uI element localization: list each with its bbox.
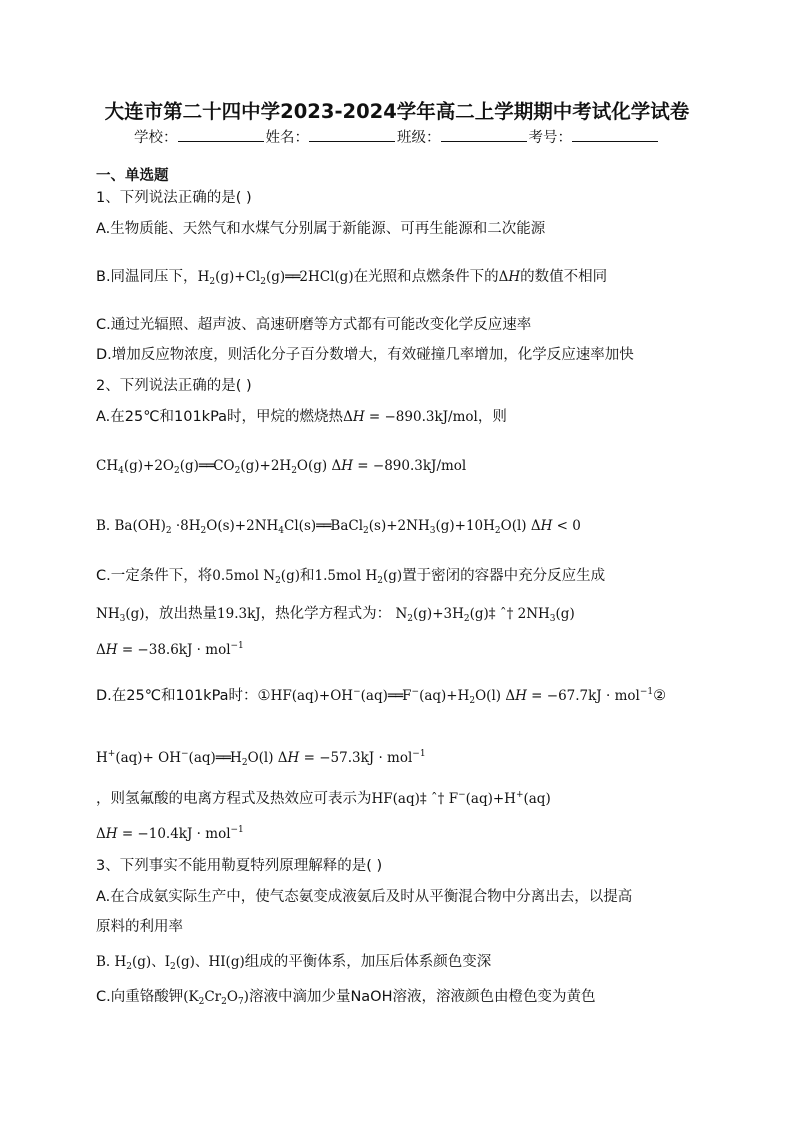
q2-option-c-delta-h: ΔH = −38.6kJ · mol$^{-1}$ <box>96 641 244 658</box>
q1-option-c: C.通过光辐照、超声波、高速研磨等方式都有可能改变化学反应速率 <box>96 317 532 333</box>
q2-option-d-ionization-equation: HF(aq)‡ ˆ† F−(aq)+H+(aq) <box>371 790 551 807</box>
q1-option-a: A.生物质能、天然气和水煤气分别属于新能源、可再生能源和二次能源 <box>96 221 546 237</box>
q2-option-c-line1 <box>96 566 605 586</box>
name-blank[interactable] <box>309 127 395 142</box>
q1-option-b-equation: $H_2(g)+Cl_2(g)══2HCl(g)$ <box>197 269 354 287</box>
q3-option-c <box>96 987 596 1007</box>
q2-option-b: B. $Ba(OH)_2$ $\cdot 8H_2O(s)+2NH_4Cl(s)══BaCl_2(s)+2NH_3(g)+10H_2O(l) \Delta H < 0$ <box>96 518 581 536</box>
q2-option-c-nh3: $NH_3(g)$ <box>96 606 145 624</box>
section-heading: 一、单选题 <box>96 168 169 184</box>
q2-option-d-prefix: D.在25℃和101kPa时：① <box>96 688 271 704</box>
q2-option-a <box>96 407 507 427</box>
q2-option-c-equation: $N_2(g)+3H_2(g)\ddagger$ ˆ† $2NH_3(g)$ <box>391 606 575 624</box>
q2-option-d-equation2: $H^+(aq)+ OH^-(aq)══H_2O(l) \Delta H = -57.3kJ \cdot mol^{-1}$ <box>96 749 426 768</box>
q2-option-c-h2: 1.5mol $H_2(g)$ <box>314 568 403 586</box>
q3-option-a-line1: A.在合成氨实际生产中，使气态氨变成液氨后及时从平衡混合物中分离出去，以提高 <box>96 889 633 905</box>
school-blank[interactable] <box>178 127 264 142</box>
q2-option-c-n2: 0.5mol $N_2(g)$ <box>212 568 300 586</box>
q2-option-d-line1 <box>96 686 666 706</box>
student-info-line <box>0 126 794 147</box>
q2-option-d-equation1: $HF(aq)+OH^-(aq)══F^-(aq)+H_2O(l) \Delta H = -67.7kJ \cdot mol^{-1}$ <box>270 687 654 706</box>
q2-option-a-equation: $CH_4(g)+2O_2(g)══CO_2(g)+2H_2O(g) \Delta H = -890.3kJ/mol$ <box>96 458 467 476</box>
class-blank[interactable] <box>441 127 527 142</box>
q2-option-a-delta-h: ΔH = −890.3kJ/mol <box>343 409 478 425</box>
q1-option-b-suffix: 在光照和点燃条件下的 <box>353 269 499 285</box>
q1-option-b-end: 的数值不相同 <box>520 269 608 285</box>
q3-option-c-prefix: C.向重铬酸钾 <box>96 989 184 1005</box>
q3-option-b-suffix: 组成的平衡体系，加压后体系颜色变深 <box>244 954 492 970</box>
class-label: 班级： <box>397 130 441 146</box>
q2-stem: 2、下列说法正确的是( ) <box>96 378 252 394</box>
q2-option-d-circle2: ② <box>653 688 667 704</box>
q3-stem: 3、下列事实不能用勒夏特列原理解释的是( ) <box>96 858 383 874</box>
school-label: 学校： <box>134 130 178 146</box>
q2-option-c-line2 <box>96 604 575 624</box>
q2-option-c-line2-b: ，热化学方程式为： <box>260 606 392 622</box>
q1-option-d: D.增加反应物浓度，则活化分子百分数增大，有效碰撞几率增加，化学反应速率加快 <box>96 347 634 363</box>
q3-option-c-formula: $(K_2Cr_2O_7)$ <box>183 989 249 1007</box>
q2-option-c-prefix: C.一定条件下，将 <box>96 568 213 584</box>
q2-option-d-line3 <box>96 789 551 809</box>
q2-option-a-prefix: A.在25℃和101kPa时，甲烷的燃烧热 <box>96 409 344 425</box>
exam-number-blank[interactable] <box>572 127 658 142</box>
q2-option-a-suffix: ，则 <box>477 409 507 425</box>
exam-title: 大连市第二十四中学2023-2024学年高二上学期期中考试化学试卷 <box>104 100 690 123</box>
q2-option-d-line3-text: ，则氢氟酸的电离方程式及热效应可表示为 <box>96 791 372 807</box>
q3-option-a-line2: 原料的利用率 <box>96 919 183 935</box>
q2-option-c-line2-a: ，放出热量 <box>144 606 218 622</box>
q2-option-d-delta-h: ΔH = −10.4kJ · mol$^{-1}$ <box>96 825 244 842</box>
q2-option-c-mid1: 和 <box>299 568 315 584</box>
q2-option-c-heat: 19.3kJ <box>217 606 261 622</box>
q2-option-c-mid2: 置于密闭的容器中充分反应生成 <box>402 568 606 584</box>
exam-number-label: 考号： <box>528 130 572 146</box>
q1-option-b-prefix: B.同温同压下， <box>96 269 198 285</box>
q1-stem: 1、下列说法正确的是( ) <box>96 190 252 206</box>
name-label: 姓名： <box>265 130 309 146</box>
q1-option-b <box>96 267 607 287</box>
q3-option-b-species: B. $H_2(g)$、$I_2(g)$、HI(g) <box>96 954 245 972</box>
q3-option-c-suffix: 溶液中滴加少量NaOH溶液，溶液颜色由橙色变为黄色 <box>248 989 596 1005</box>
q1-option-b-delta-h: ΔH <box>498 269 521 285</box>
q3-option-b <box>96 952 491 972</box>
